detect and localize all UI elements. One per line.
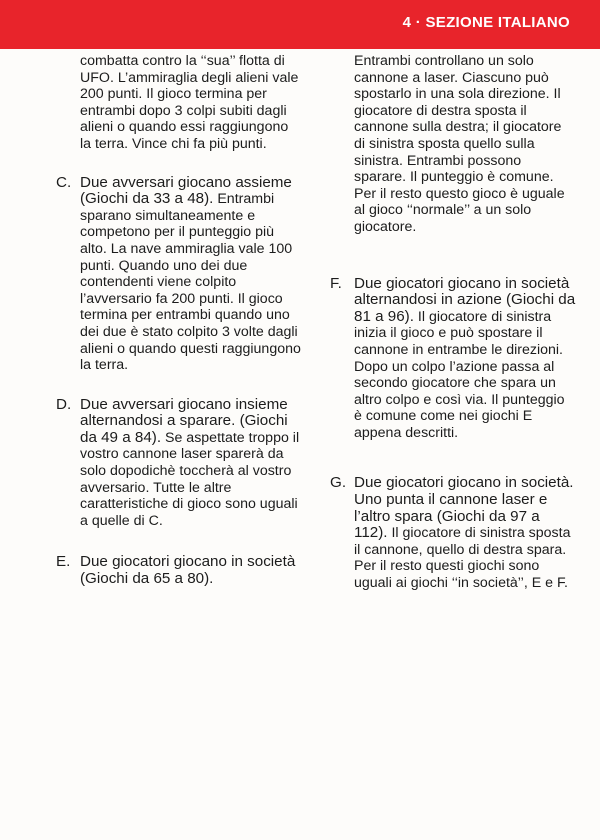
section-letter: E. bbox=[56, 553, 71, 571]
right-column bbox=[330, 53, 576, 592]
section-body: Il giocatore di sinistra inizia il gioco e può spostare il cannone in entrambe le direzioni. Dopo un colpo l’azione passa al secondo giocatore che spara un altro colpo e così via. Il punteggio è comune come nei giochi E appena descritti. bbox=[354, 308, 565, 441]
section-f bbox=[330, 276, 576, 442]
section-letter: D. bbox=[56, 395, 72, 413]
section-e bbox=[56, 554, 302, 587]
section-body: Se aspettate troppo il vostro cannone laser sparerà da solo dopodichè toccherà al vostro avversario. Tutte le altre caratteristiche di gioco sono uguali a quelle di C. bbox=[80, 429, 300, 529]
section-letter: C. bbox=[56, 173, 72, 191]
left-column bbox=[56, 53, 302, 588]
section-title: 4 · SEZIONE ITALIANO bbox=[402, 14, 570, 31]
section-letter: G. bbox=[330, 474, 347, 492]
section-body: Entrambi sparano simultaneamente e competono per il punteggio più alto. La nave ammiraglia vale 100 punti. Quando uno dei due contendenti viene colpito l’avversario fa 200 punti. Il gioco termina per entrambi quando uno dei due è stato colpito 3 volte dagli alieni o quando questi raggiungono la terra. bbox=[80, 191, 301, 374]
section-body: Il giocatore di sinistra sposta il cannone, quello di destra spara. Per il resto questi giochi sono uguali ai giochi ‘‘in società’’, E e F. bbox=[354, 525, 571, 592]
intro-paragraph: Entrambi controllano un solo cannone a laser. Ciascuno può spostarlo in una sola direzione. Il giocatore di destra sposta il cannone sulla destra; il giocatore di sinistra sposta quello sulla sinistra. Entrambi possono sparare. Il punteggio è comune. Per il resto questo gioco è uguale al gioco ‘‘normale’’ a un solo giocatore. bbox=[354, 53, 565, 235]
section-c bbox=[56, 175, 302, 374]
section-heading: Due giocatori giocano in società. Uno punta il cannone laser e l’altro spara (Giochi da 97 a 112). bbox=[354, 474, 574, 542]
section-heading: Due giocatori giocano in società (Giochi da 65 a 80). bbox=[80, 553, 296, 588]
section-heading: Due avversari giocano insieme alternandosi a sparare. (Giochi da 49 a 84). bbox=[80, 395, 288, 446]
section-heading: Due avversari giocano assieme (Giochi da 33 a 48). bbox=[80, 173, 292, 208]
header-bar bbox=[0, 0, 600, 49]
section-letter: F. bbox=[330, 274, 342, 292]
section-heading: Due giocatori giocano in società alternandosi in azione (Giochi da 81 a 96). bbox=[354, 274, 576, 325]
intro-paragraph: combatta contro la ‘‘sua’’ flotta di UFO. L’ammiraglia degli alieni vale 200 punti. Il gioco termina per entrambi dopo 3 colpi subiti dagli alieni o quando essi raggiungono la terra. Vince chi fa più punti. bbox=[80, 53, 299, 152]
section-g bbox=[330, 475, 576, 591]
section-d bbox=[56, 397, 302, 530]
